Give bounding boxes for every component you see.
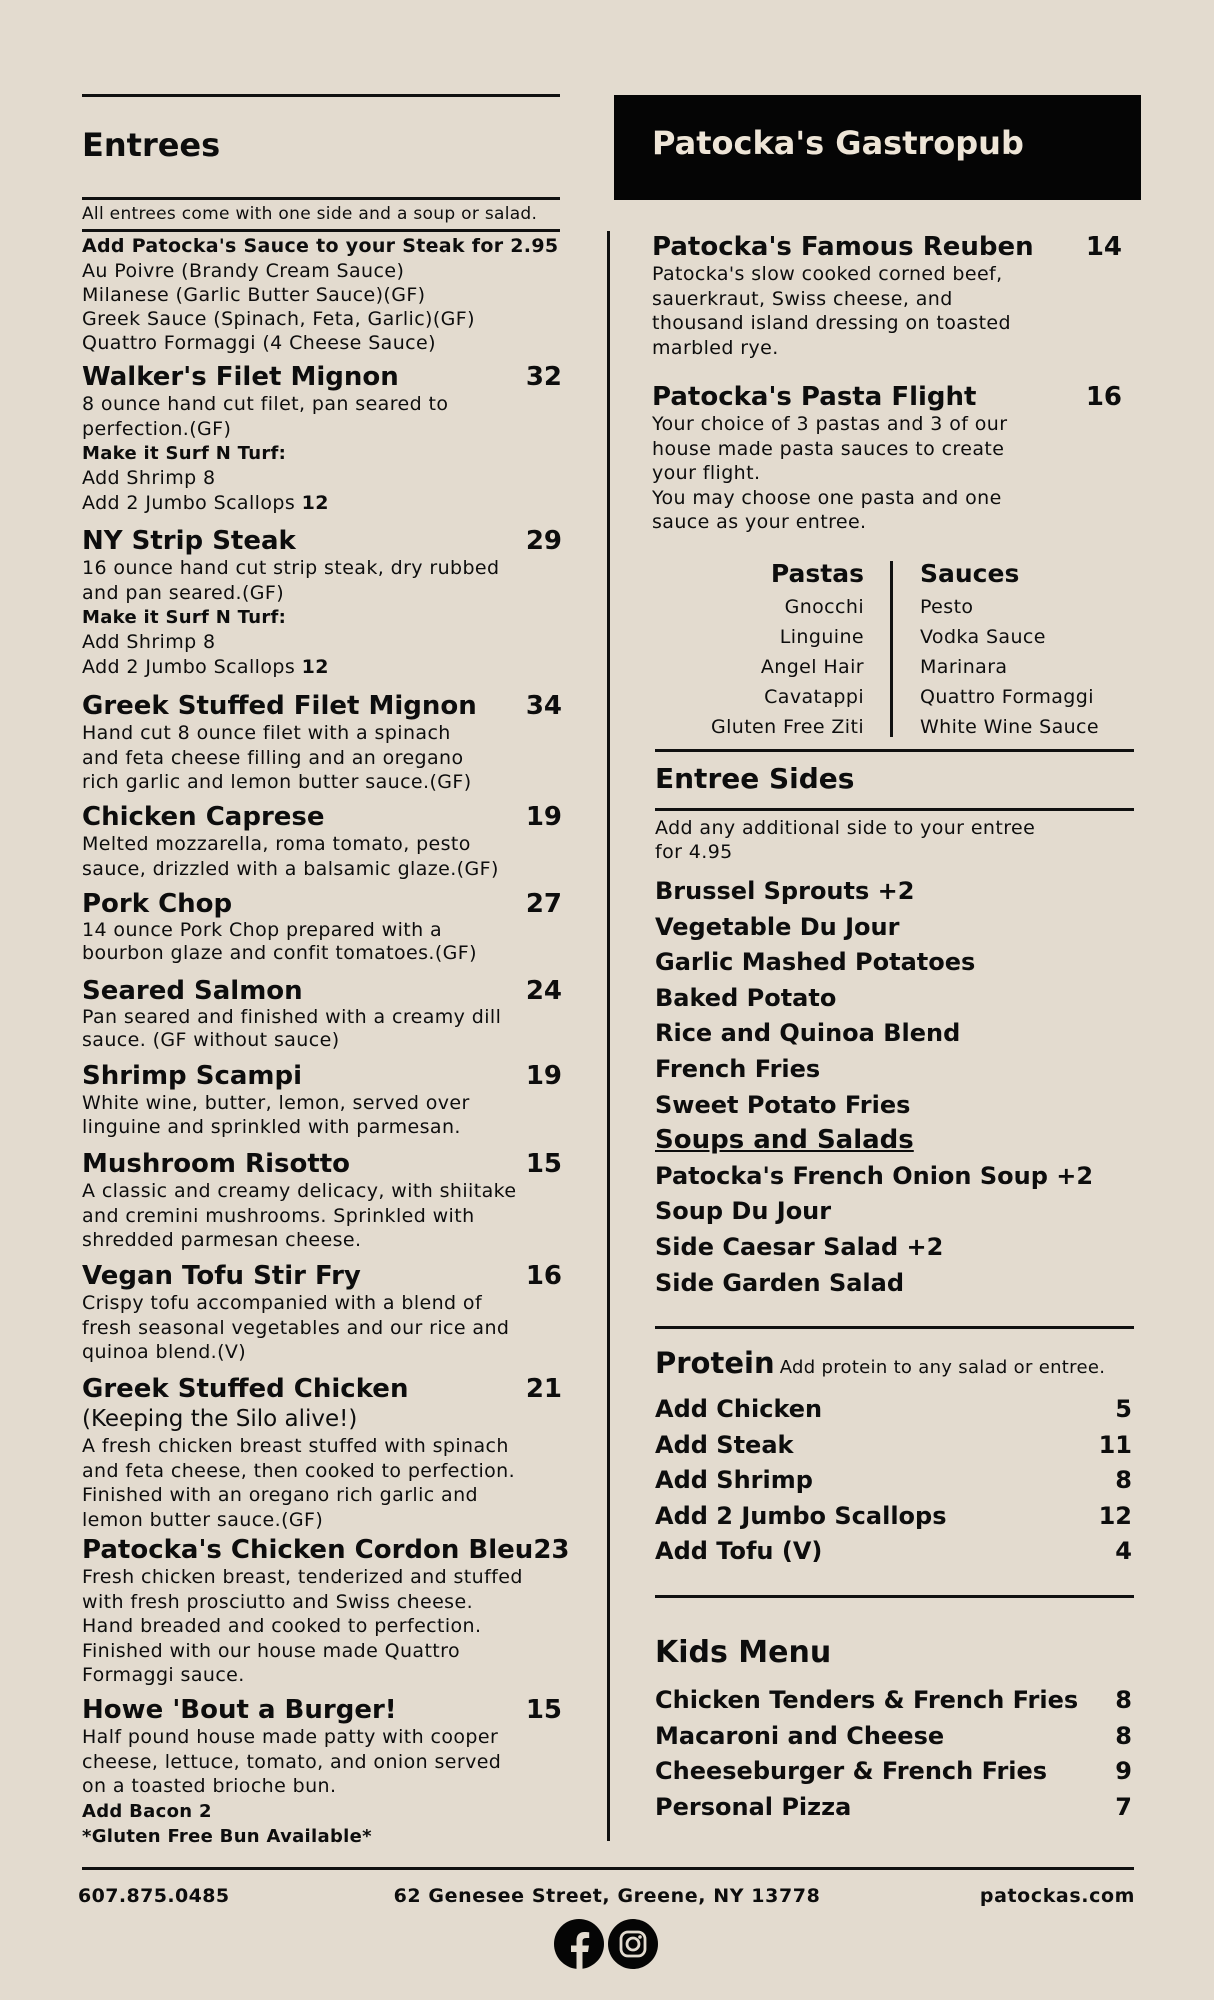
- item-price: 15: [525, 1149, 562, 1179]
- item-desc: Your choice of 3 pastas and 3 of our: [652, 413, 1008, 435]
- steak-sauces: [82, 233, 562, 355]
- item-desc: Hand breaded and cooked to perfection.: [82, 1615, 482, 1637]
- pasta-option: Gnocchi: [784, 596, 864, 618]
- list-item: Macaroni and Cheese 8: [655, 1721, 1132, 1750]
- side-item: Vegetable Du Jour: [655, 912, 900, 941]
- item-desc: Hand cut 8 ounce filet with a spinach: [82, 722, 451, 744]
- item-extra: *Gluten Free Bun Available*: [82, 1825, 372, 1847]
- entrees-heading: Entrees: [82, 126, 221, 164]
- item-name: Greek Stuffed Chicken: [82, 1374, 409, 1404]
- menu-item-mushroom-risotto: [82, 1149, 562, 1253]
- item-desc: and feta cheese filling and an oregano: [82, 746, 464, 769]
- entrees-note-rule: [82, 229, 560, 232]
- item-desc: Half pound house made patty with cooper: [82, 1726, 499, 1748]
- sides-heading-rule: [655, 808, 1134, 811]
- item-price: 19: [525, 1061, 562, 1091]
- item-name: Vegan Tofu Stir Fry: [82, 1261, 361, 1291]
- sauce-option: White Wine Sauce: [920, 716, 1099, 738]
- item-desc: 14 ounce Pork Chop prepared with a: [82, 919, 443, 941]
- item-desc: 8 ounce hand cut filet, pan seared to: [82, 393, 449, 415]
- item-desc: sauce as your entree.: [652, 511, 867, 533]
- pastas-list: [650, 556, 864, 742]
- item-name: Patocka's Pasta Flight: [652, 382, 977, 412]
- item-name: Mushroom Risotto: [82, 1149, 351, 1179]
- menu-item-seared-salmon: [82, 976, 562, 1052]
- item-desc: Finished with our house made Quattro: [82, 1639, 460, 1662]
- sides-top-rule: [655, 749, 1134, 752]
- item-price: 24: [525, 976, 562, 1006]
- item-price: 23: [533, 1535, 570, 1565]
- item-extras-heading: Make it Surf N Turf:: [82, 607, 287, 628]
- item-desc: and feta cheese, then cooked to perfection.: [82, 1459, 516, 1482]
- menu-item-shrimp-scampi: [82, 1061, 562, 1139]
- item-price: 14: [1085, 232, 1122, 262]
- list-item: Add Tofu (V) 4: [655, 1537, 1132, 1566]
- item-extra: Add Bacon 2: [82, 1800, 212, 1822]
- soups-heading: Soups and Salads: [655, 1125, 914, 1156]
- item-desc: lemon butter sauce.(GF): [82, 1508, 324, 1531]
- protein-heading: Protein: [655, 1346, 775, 1380]
- sauces-list: [920, 556, 1140, 742]
- list-item: Personal Pizza 7: [655, 1792, 1132, 1821]
- item-name: Walker's Filet Mignon: [82, 362, 399, 392]
- item-desc: your flight.: [652, 462, 761, 484]
- item-desc: house made pasta sauces to create: [652, 437, 1005, 460]
- sides-heading: Entree Sides: [655, 762, 855, 795]
- item-desc: and pan seared.(GF): [82, 581, 285, 604]
- item-desc: cheese, lettuce, tomato, and onion served: [82, 1750, 502, 1773]
- item-desc: sauerkraut, Swiss cheese, and: [652, 287, 953, 310]
- item-desc: Formaggi sauce.: [82, 1664, 245, 1686]
- sauces-heading: Sauces: [920, 559, 1020, 588]
- sauce-option: Marinara: [920, 656, 1008, 678]
- menu-item-pasta-flight: [652, 382, 1122, 535]
- menu-item-reuben: [652, 232, 1122, 360]
- menu-item-greek-chicken: [82, 1374, 562, 1532]
- menu-item-walkers-filet: [82, 362, 562, 516]
- item-desc: Patocka's slow cooked corned beef,: [652, 263, 1003, 285]
- entrees-note: All entrees come with one side and a soup or salad.: [82, 204, 538, 224]
- item-desc: marbled rye.: [652, 336, 779, 359]
- item-price: 21: [525, 1374, 562, 1404]
- sides-list: [655, 874, 1134, 1301]
- list-item: Add Shrimp 8: [655, 1466, 1132, 1495]
- item-name: Seared Salmon: [82, 976, 303, 1006]
- item-name: Greek Stuffed Filet Mignon: [82, 691, 477, 721]
- restaurant-header: [614, 95, 1141, 200]
- item-price: 32: [525, 362, 562, 392]
- item-name: Patocka's Chicken Cordon Bleu: [82, 1535, 534, 1565]
- item-price: 16: [525, 1261, 562, 1291]
- item-desc: thousand island dressing on toasted: [652, 312, 1011, 334]
- soup-item: Side Garden Salad: [655, 1268, 905, 1297]
- item-desc: shredded parmesan cheese.: [82, 1229, 362, 1251]
- menu-item-vegan-tofu: [82, 1261, 562, 1365]
- sides-note: Add any additional side to your entree for 4.95: [655, 817, 1036, 863]
- item-price: 16: [1085, 382, 1122, 412]
- menu-item-chicken-caprese: [82, 802, 562, 881]
- item-desc: on a toasted brioche bun.: [82, 1775, 337, 1797]
- kids-list: [655, 1683, 1132, 1825]
- entrees-top-rule: [82, 94, 560, 97]
- sauce-option: Pesto: [920, 596, 974, 618]
- sauce-line: Greek Sauce (Spinach, Feta, Garlic)(GF): [82, 308, 475, 330]
- side-item: French Fries: [655, 1054, 821, 1083]
- protein-top-rule: [655, 1326, 1134, 1329]
- item-desc: quinoa blend.(V): [82, 1341, 247, 1363]
- menu-item-cordon-bleu: [82, 1535, 570, 1688]
- sauce-line: Au Poivre (Brandy Cream Sauce): [82, 260, 405, 282]
- soup-item: Side Caesar Salad +2: [655, 1232, 944, 1261]
- instagram-glyph: [608, 1919, 658, 1969]
- item-desc: linguine and sprinkled with parmesan.: [82, 1116, 461, 1138]
- menu-item-greek-filet: [82, 691, 562, 795]
- item-extra: Add 2 Jumbo Scallops 12: [82, 492, 329, 514]
- item-extras-heading: Make it Surf N Turf:: [82, 443, 287, 464]
- pasta-option: Cavatappi: [764, 686, 864, 708]
- item-desc: fresh seasonal vegetables and our rice and: [82, 1316, 510, 1339]
- footer-phone[interactable]: 607.875.0485: [78, 1885, 230, 1907]
- item-price: 34: [525, 691, 562, 721]
- item-extra: Add 2 Jumbo Scallops 12: [82, 656, 329, 678]
- side-item: Sweet Potato Fries: [655, 1090, 911, 1119]
- item-desc: White wine, butter, lemon, served over: [82, 1092, 470, 1114]
- item-name: NY Strip Steak: [82, 526, 296, 556]
- menu-item-ny-strip: [82, 526, 562, 680]
- pastas-heading: Pastas: [770, 559, 864, 588]
- list-item: Cheeseburger & French Fries 9: [655, 1757, 1132, 1786]
- item-name: Patocka's Famous Reuben: [652, 232, 1034, 262]
- restaurant-name: Patocka's Gastropub: [652, 124, 1024, 162]
- item-desc: sauce. (GF without sauce): [82, 1029, 340, 1051]
- sauce-line: Quattro Formaggi (4 Cheese Sauce): [82, 332, 436, 354]
- menu-item-pork-chop: [82, 889, 562, 965]
- protein-note: Add protein to any salad or entree.: [779, 1357, 1106, 1378]
- item-desc: Pan seared and finished with a creamy dill: [82, 1006, 502, 1028]
- sauce-line: Milanese (Garlic Butter Sauce)(GF): [82, 284, 426, 306]
- item-desc: sauce, drizzled with a balsamic glaze.(GF): [82, 857, 499, 880]
- item-price: 15: [525, 1695, 562, 1725]
- item-desc: Finished with an oregano rich garlic and: [82, 1484, 478, 1506]
- item-subtitle: (Keeping the Silo alive!): [82, 1406, 358, 1432]
- instagram-icon[interactable]: [608, 1919, 658, 1969]
- kids-heading: Kids Menu: [655, 1635, 832, 1670]
- item-desc: 16 ounce hand cut strip steak, dry rubbed: [82, 557, 500, 579]
- item-desc: perfection.(GF): [82, 417, 232, 440]
- item-desc: A fresh chicken breast stuffed with spinach: [82, 1435, 509, 1457]
- side-item: Brussel Sprouts +2: [655, 877, 915, 905]
- footer-website[interactable]: patockas.com: [979, 1885, 1135, 1907]
- footer-address: 62 Genesee Street, Greene, NY 13778: [393, 1885, 821, 1907]
- side-item: Rice and Quinoa Blend: [655, 1019, 961, 1048]
- soup-item: Patocka's French Onion Soup +2: [655, 1161, 1094, 1190]
- kids-top-rule: [655, 1595, 1134, 1598]
- item-extra: Add Shrimp 8: [82, 631, 216, 653]
- item-desc: bourbon glaze and confit tomatoes.(GF): [82, 942, 477, 964]
- item-name: Pork Chop: [82, 889, 233, 919]
- item-name: Chicken Caprese: [82, 802, 325, 832]
- protein-header: [655, 1346, 1155, 1380]
- item-price: 29: [525, 526, 562, 556]
- soup-item: Soup Du Jour: [655, 1197, 832, 1226]
- item-desc: Crispy tofu accompanied with a blend of: [82, 1292, 483, 1314]
- item-price: 27: [525, 889, 562, 919]
- sauce-heading: Add Patocka's Sauce to your Steak for 2.95: [82, 235, 559, 257]
- item-desc: with fresh prosciutto and Swiss cheese.: [82, 1590, 474, 1613]
- item-desc: A classic and creamy delicacy, with shiitake: [82, 1180, 517, 1202]
- sauce-option: Quattro Formaggi: [920, 686, 1094, 708]
- footer-rule: [82, 1867, 1134, 1870]
- item-name: Shrimp Scampi: [82, 1061, 303, 1091]
- facebook-glyph: [554, 1919, 604, 1969]
- item-name: Howe 'Bout a Burger!: [82, 1695, 397, 1725]
- pasta-table-divider: [890, 561, 893, 737]
- entrees-heading-rule: [82, 197, 560, 200]
- protein-list: [655, 1392, 1132, 1570]
- sauce-option: Vodka Sauce: [920, 626, 1046, 648]
- list-item: Add Steak 11: [655, 1430, 1132, 1459]
- pasta-option: Angel Hair: [760, 656, 864, 678]
- item-desc: rich garlic and lemon butter sauce.(GF): [82, 771, 472, 793]
- item-extra: Add Shrimp 8: [82, 467, 216, 489]
- list-item: Chicken Tenders & French Fries 8: [655, 1686, 1132, 1714]
- side-item: Baked Potato: [655, 983, 837, 1012]
- item-desc: and cremini mushrooms. Sprinkled with: [82, 1204, 475, 1227]
- item-desc: Melted mozzarella, roma tomato, pesto: [82, 833, 471, 855]
- list-item: Add 2 Jumbo Scallops 12: [655, 1501, 1132, 1530]
- item-desc: Fresh chicken breast, tenderized and stuffed: [82, 1566, 523, 1588]
- menu-item-burger: [82, 1695, 562, 1849]
- column-divider: [607, 231, 610, 1841]
- list-item: Add Chicken 5: [655, 1395, 1132, 1423]
- pasta-option: Linguine: [779, 626, 864, 648]
- item-desc: You may choose one pasta and one: [652, 486, 1002, 509]
- side-item: Garlic Mashed Potatoes: [655, 948, 976, 977]
- item-price: 19: [525, 802, 562, 832]
- pasta-option: Gluten Free Ziti: [710, 716, 864, 738]
- facebook-icon[interactable]: [554, 1919, 604, 1969]
